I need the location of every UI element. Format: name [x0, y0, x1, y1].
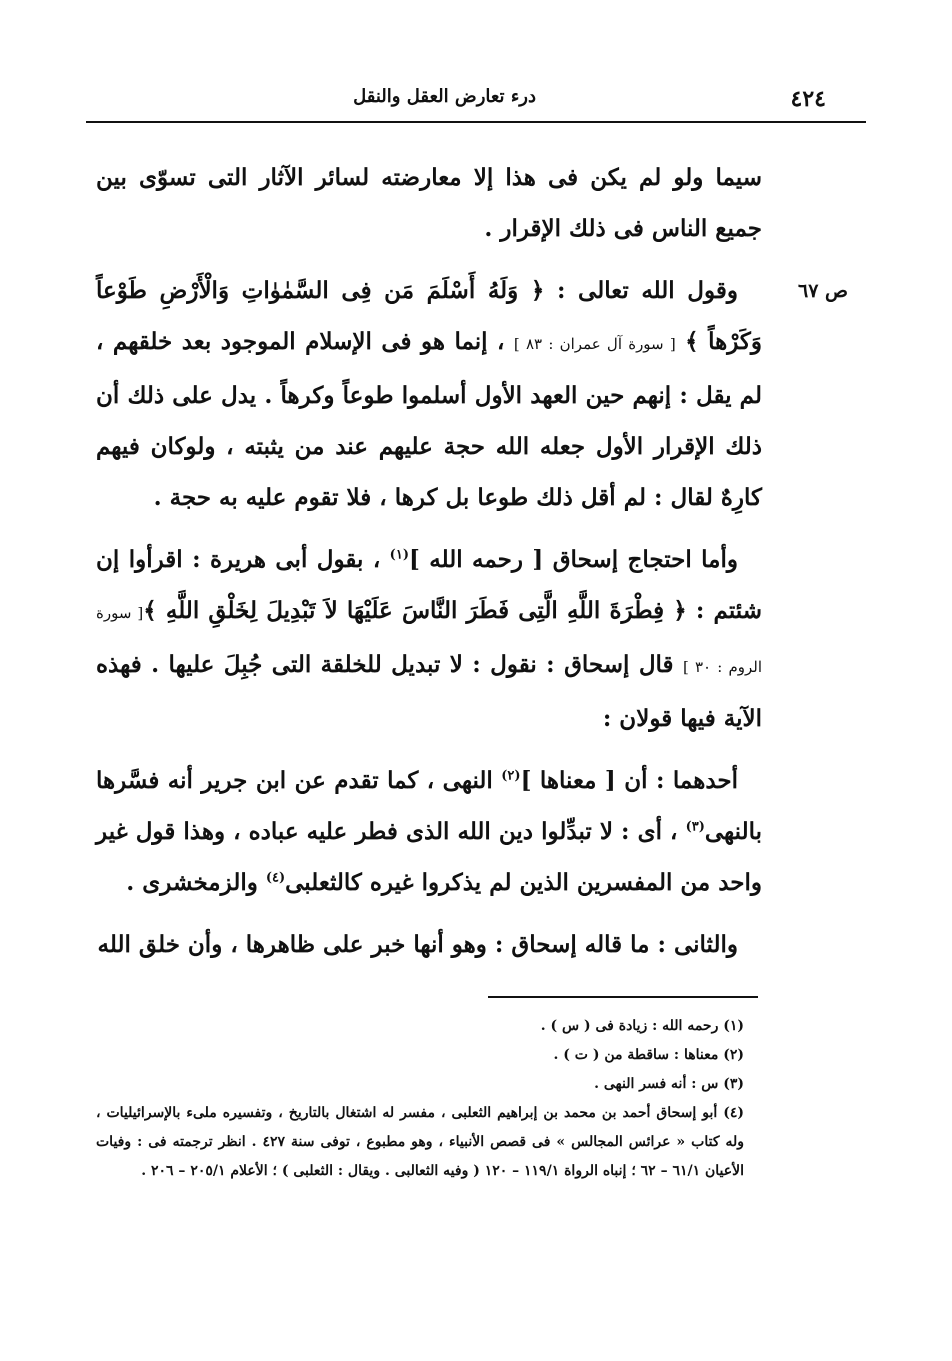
paragraph-text: أحدهما : أن [ معناها ] [520, 767, 739, 794]
paragraph-1 [96, 152, 762, 254]
page-header [86, 78, 866, 120]
page-number: ٤٢٤ [790, 86, 826, 112]
footnote-marker: (١) [389, 547, 409, 563]
footnote-marker: (٣) [685, 819, 705, 835]
running-title: درء تعارض العقل والنقل [353, 86, 536, 107]
footnote-marker: (٤) [265, 870, 286, 886]
footnote-rule [488, 996, 758, 998]
quran-reference: [ سورة آل عمران : ٨٣ ] [513, 335, 676, 353]
footnote-3: (٣) س : أنه فسر النهى . [594, 1076, 744, 1092]
paragraph-text: ، بقول أبى هريرة : اقرأوا إن شئتم : ﴿ فِطْرَةَ اللَّهِ الَّتِى فَطَرَ النَّاسَ عَلَيْهَا لاَ تَبْدِيلَ لِخَلْقِ اللَّهِ ﴾ [96, 546, 762, 624]
paragraph-text: سيما ولو لم يكن فى هذا إلا معارضته لسائر الآثار التى تسوّى بين جميع الناس فى ذلك الإقرار . [96, 164, 762, 242]
paragraph-text: والزمخشرى . [126, 869, 266, 896]
footnote-2: (٢) معناها : ساقطة من ( ت ) . [553, 1047, 744, 1063]
header-rule [86, 121, 866, 123]
paragraph-text: قال إسحاق : نقول : لا تبديل للخلقة التى جُبِلَ عليها . فهذه الآية فيها قولان : [96, 651, 762, 732]
footnotes [96, 1012, 762, 1186]
paragraph-text: ، إنما هو فى الإسلام الموجود بعد خلقهم ، لم يقل : إنهم حين العهد الأول أسلموا طوعاً وكرهاً . يدل على ذلك أن ذلك الإقرار الأول جعله الله حجة عليهم عند من يثبته ، ولوكان فيهم كارِهٌ لقال : لم أقل ذلك طوعا بل كرها ، فلا تقوم عليه به حجة . [96, 328, 762, 511]
paragraph-3 [96, 534, 762, 744]
footnote-1: (١) رحمه الله : زيادة فى ( س ) . [540, 1018, 744, 1034]
paragraph-text: وقول الله تعالى : ﴿ وَلَهُ أَسْلَمَ مَن فِى السَّمٰوٰاتِ وَالْأَرْضِ طَوْعاً وَكَرْهاً ﴾ [96, 277, 762, 355]
quran-reference: [ سورة الروم : ٣٠ ] [96, 604, 762, 676]
paragraph-2 [96, 265, 762, 523]
paragraph-text: النهى ، كما تقدم عن ابن جرير أنه فسَّرها بالنهى [96, 767, 762, 845]
paragraph-text: والثانى : ما قاله إسحاق : وهو أنها خبر على ظاهرها ، وأن خلق الله [97, 931, 738, 958]
paragraph-4 [96, 755, 762, 908]
paragraph-text: ، أى : لا تبدِّلوا دين الله الذى فطر عليه عباده ، وهذا قول غير واحد من المفسرين الذين لم يذكروا غيره كالثعلبى [96, 818, 762, 896]
margin-page-reference: ص ٦٧ [797, 280, 848, 302]
paragraph-text: وأما احتجاج إسحاق [ رحمه الله ] [408, 546, 738, 573]
paragraph-5 [96, 919, 762, 970]
footnote-4: (٤) أبو إسحاق أحمد بن محمد بن إبراهيم الثعلبى ، مفسر له اشتغال بالتاريخ ، وتفسيره ملىء بالإسرائيليات ، وله كتاب « عرائس المجالس » فى قصص الأنبياء ، وهو مطبوع ، توفى سنة ٤٢٧ . انظر ترجمته فى : وفيات الأعيان ٦١/١ – ٦٢ ؛ إنباه الرواة ١١٩/١ – ١٢٠ ( وفيه الثعالبى . ويقال : الثعلبى ) ؛ الأعلام ٢٠٥/١ – ٢٠٦ . [96, 1105, 744, 1179]
footnote-marker: (٢) [501, 768, 521, 784]
main-text [96, 152, 762, 981]
